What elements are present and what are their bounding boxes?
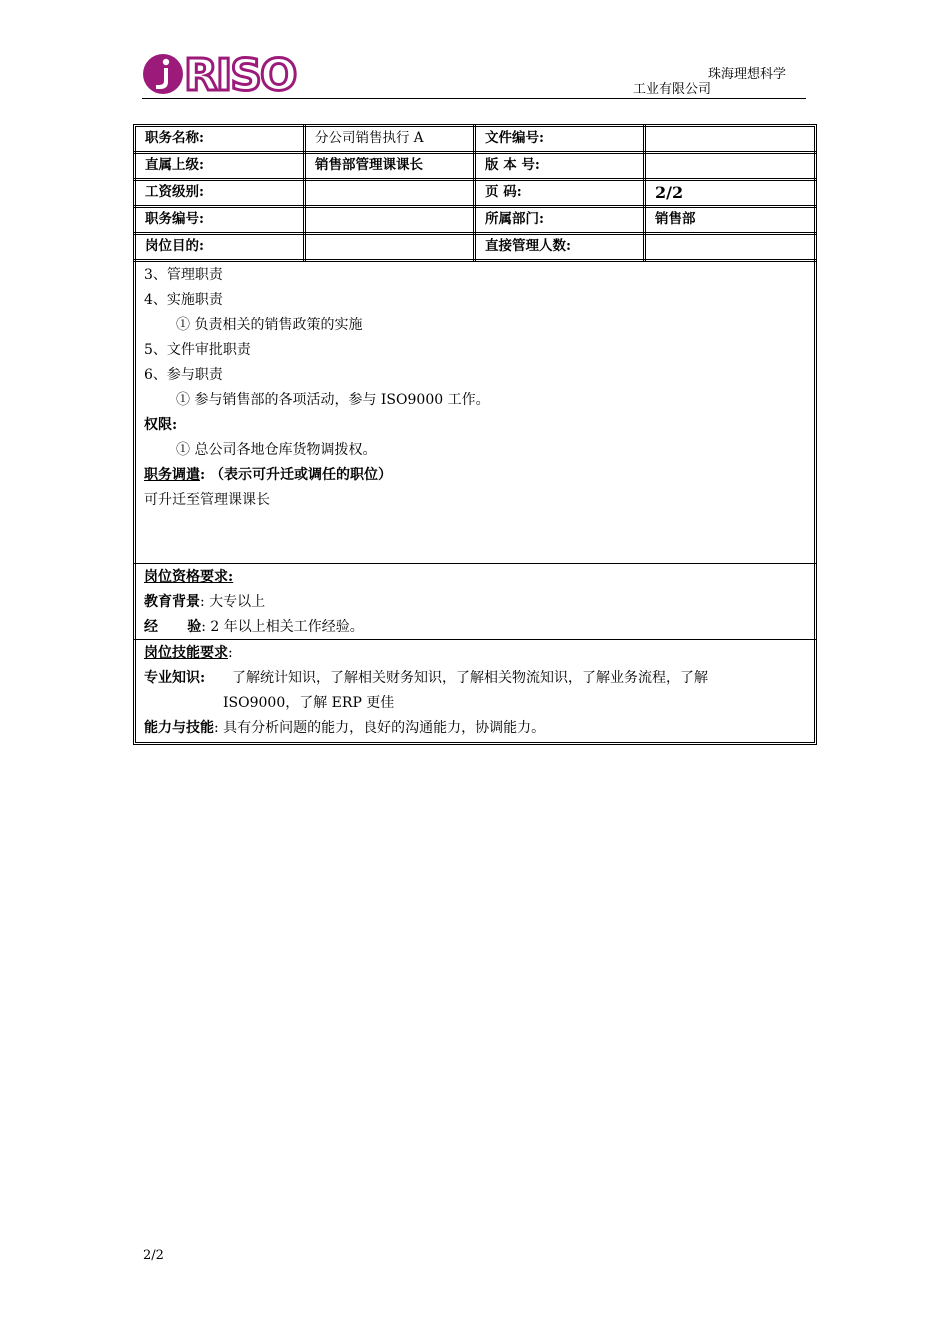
qualification-heading: 岗位资格要求: <box>144 569 234 585</box>
label-direct-reports: 直接管理人数: <box>485 238 571 254</box>
duty-implementation: 4、实施职责 <box>144 292 223 308</box>
job-transfer-heading <box>144 463 392 488</box>
job-transfer-colon: : <box>200 467 206 483</box>
duty-management: 3、管理职责 <box>144 267 223 283</box>
label-department: 所属部门: <box>485 211 544 227</box>
job-transfer-note: （表示可升迁或调任的职位） <box>205 467 393 483</box>
ability-value: : 具有分析问题的能力，良好的沟通能力，协调能力。 <box>214 720 546 736</box>
skills-heading-colon: : <box>228 645 233 661</box>
authority-label: 权限: <box>144 417 178 433</box>
knowledge-line1: 了解统计知识，了解相关财务知识，了解相关物流知识，了解业务流程，了解 <box>232 670 708 686</box>
education-row <box>144 590 265 615</box>
label-page: 页 码: <box>485 184 522 200</box>
experience-value: : 2 年以上相关工作经验。 <box>201 619 364 635</box>
company-name-line2: 工业有限公司 <box>633 82 712 97</box>
label-job-purpose: 岗位目的: <box>145 238 204 254</box>
education-label: 教育背景 <box>144 594 200 610</box>
ability-label: 能力与技能 <box>144 720 214 736</box>
label-version: 版 本 号: <box>485 157 540 173</box>
knowledge-line2: ISO9000，了解 ERP 更佳 <box>223 695 395 711</box>
duty-participation-item: ① 参与销售部的各项活动，参与 ISO9000 工作。 <box>176 392 490 408</box>
education-value: : 大专以上 <box>200 594 266 610</box>
ability-row <box>144 716 545 741</box>
duty-document-approval: 5、文件审批职责 <box>144 342 251 358</box>
label-file-number: 文件编号: <box>485 130 544 146</box>
value-page: 2/2 <box>655 183 684 202</box>
experience-row <box>144 615 364 640</box>
company-name-line1: 珠海理想科学 <box>708 67 787 82</box>
header-rule <box>142 98 806 99</box>
label-salary-grade: 工资级别: <box>145 184 204 200</box>
svg-text:RISO: RISO <box>184 52 296 96</box>
value-supervisor: 销售部管理课课长 <box>315 157 423 173</box>
experience-label: 经 验 <box>144 619 202 635</box>
authority-item: ① 总公司各地仓库货物调拨权。 <box>176 442 377 458</box>
knowledge-label: 专业知识: <box>144 670 206 686</box>
skills-heading-row <box>144 641 233 666</box>
duty-implementation-item: ① 负责相关的销售政策的实施 <box>176 317 363 333</box>
label-supervisor: 直属上级: <box>145 157 204 173</box>
page-number: 2/2 <box>143 1248 164 1263</box>
value-job-title: 分公司销售执行 A <box>315 130 424 146</box>
job-transfer-label: 职务调遣 <box>144 467 200 483</box>
riso-logo <box>142 52 300 96</box>
value-department: 销售部 <box>655 211 696 227</box>
label-job-title: 职务名称: <box>145 130 204 146</box>
skills-heading: 岗位技能要求 <box>144 645 228 661</box>
section-divider <box>133 563 817 564</box>
label-job-number: 职务编号: <box>145 211 204 227</box>
duty-participation: 6、参与职责 <box>144 367 223 383</box>
job-transfer-value: 可升迁至管理课课长 <box>144 492 270 508</box>
